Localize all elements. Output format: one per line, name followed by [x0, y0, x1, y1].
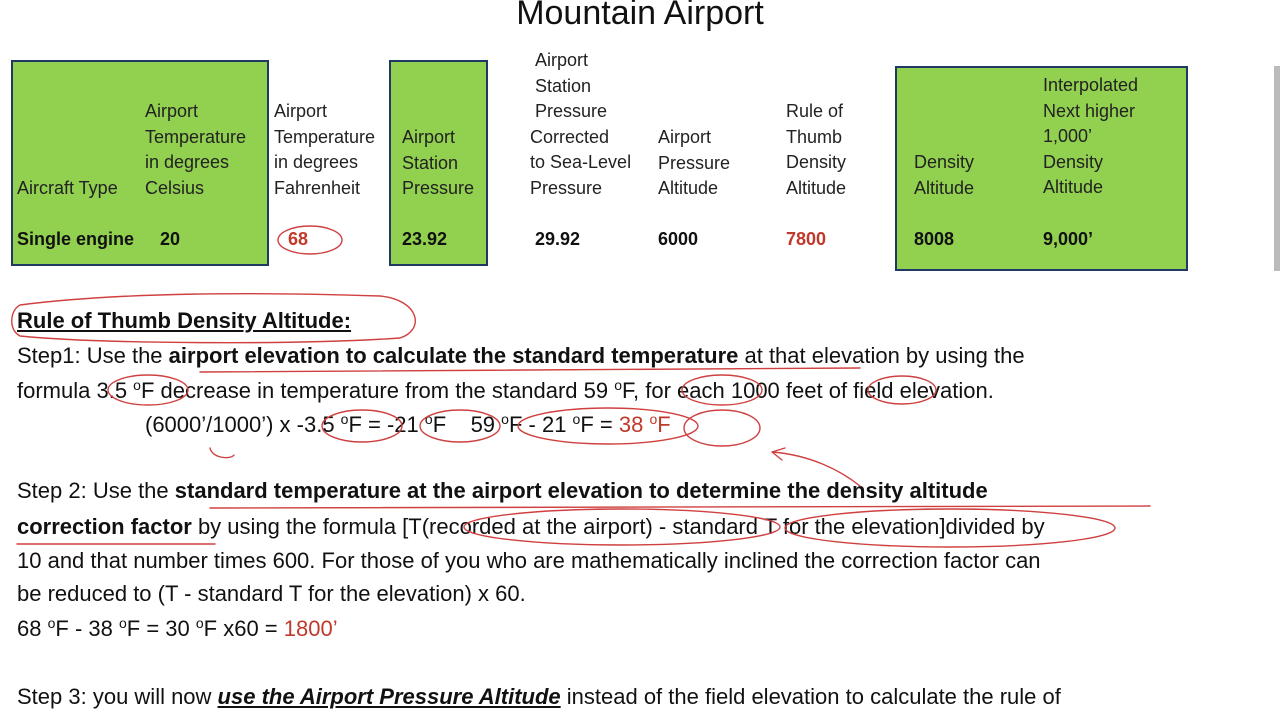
step1-line3: (6000’/1000’) x -3.5 $^o$F = -21 $^o$F 59 $^o$F - 21 $^o$F = 38 $^o$F — [145, 411, 671, 437]
right-edge-bar — [1274, 66, 1280, 271]
value-interpolated: 9,000’ — [1043, 229, 1094, 249]
page-title: Mountain Airport — [516, 0, 764, 32]
ink-circle-38 — [684, 410, 760, 446]
value-density-altitude: 8008 — [914, 229, 955, 249]
step2-line4: be reduced to (T - standard T for the elevation) x 60. — [17, 581, 526, 606]
ink-underline-step2 — [210, 506, 1150, 508]
step1-line1: Step1: Use the airport elevation to calculate the standard temperature at that elevation by using the — [17, 343, 1025, 368]
header-temp-c: Airport Temperature in degrees Celsius — [145, 101, 247, 198]
section-heading: Rule of Thumb Density Altitude: — [17, 308, 352, 333]
step2-line3: 10 and that number times 600. For those of you who are mathematically inclined the correction factor can — [17, 548, 1041, 573]
step3-line1: Step 3: you will now use the Airport Pressure Altitude instead of the field elevation to calculate the rule of — [17, 684, 1061, 709]
header-rule-density: Rule of Thumb Density Altitude — [786, 101, 847, 198]
value-temp-c: 20 — [160, 229, 181, 249]
step2-line2: correction factor by using the formula [T(recorded at the airport) - standard T for the elevation]divided by — [17, 514, 1045, 539]
value-pressure-altitude: 6000 — [658, 229, 699, 249]
value-corrected-pressure: 29.92 — [535, 229, 581, 249]
header-corrected-pressure: Airport Station Pressure Corrected to Sea-Level Pressure — [530, 50, 632, 198]
step2-line1: Step 2: Use the standard temperature at the airport elevation to determine the density altitude — [17, 478, 988, 503]
value-rule-density: 7800 — [786, 229, 827, 249]
header-temp-f: Airport Temperature in degrees Fahrenheit — [274, 101, 376, 198]
value-aircraft-type: Single engine — [17, 229, 135, 249]
header-aircraft-type: Aircraft Type — [17, 178, 118, 198]
ink-small-mark — [210, 448, 234, 458]
header-interpolated: Interpolated Next higher 1,000’ Density Altitude — [1043, 75, 1139, 197]
value-station-pressure: 23.92 — [402, 229, 448, 249]
step2-line5: 68 $^o$F - 38 $^o$F = 30 $^o$F x60 = 1800’ — [17, 615, 338, 641]
header-station-pressure: Airport Station Pressure — [402, 127, 475, 198]
header-density-altitude: Density Altitude — [914, 152, 975, 198]
value-temp-f: 68 — [288, 229, 309, 249]
header-pressure-altitude: Airport Pressure Altitude — [658, 127, 731, 198]
step1-line2: formula 3.5 $^o$F decrease in temperature from the standard 59 $^o$F, for each 1000 feet of field elevation. — [17, 377, 994, 403]
